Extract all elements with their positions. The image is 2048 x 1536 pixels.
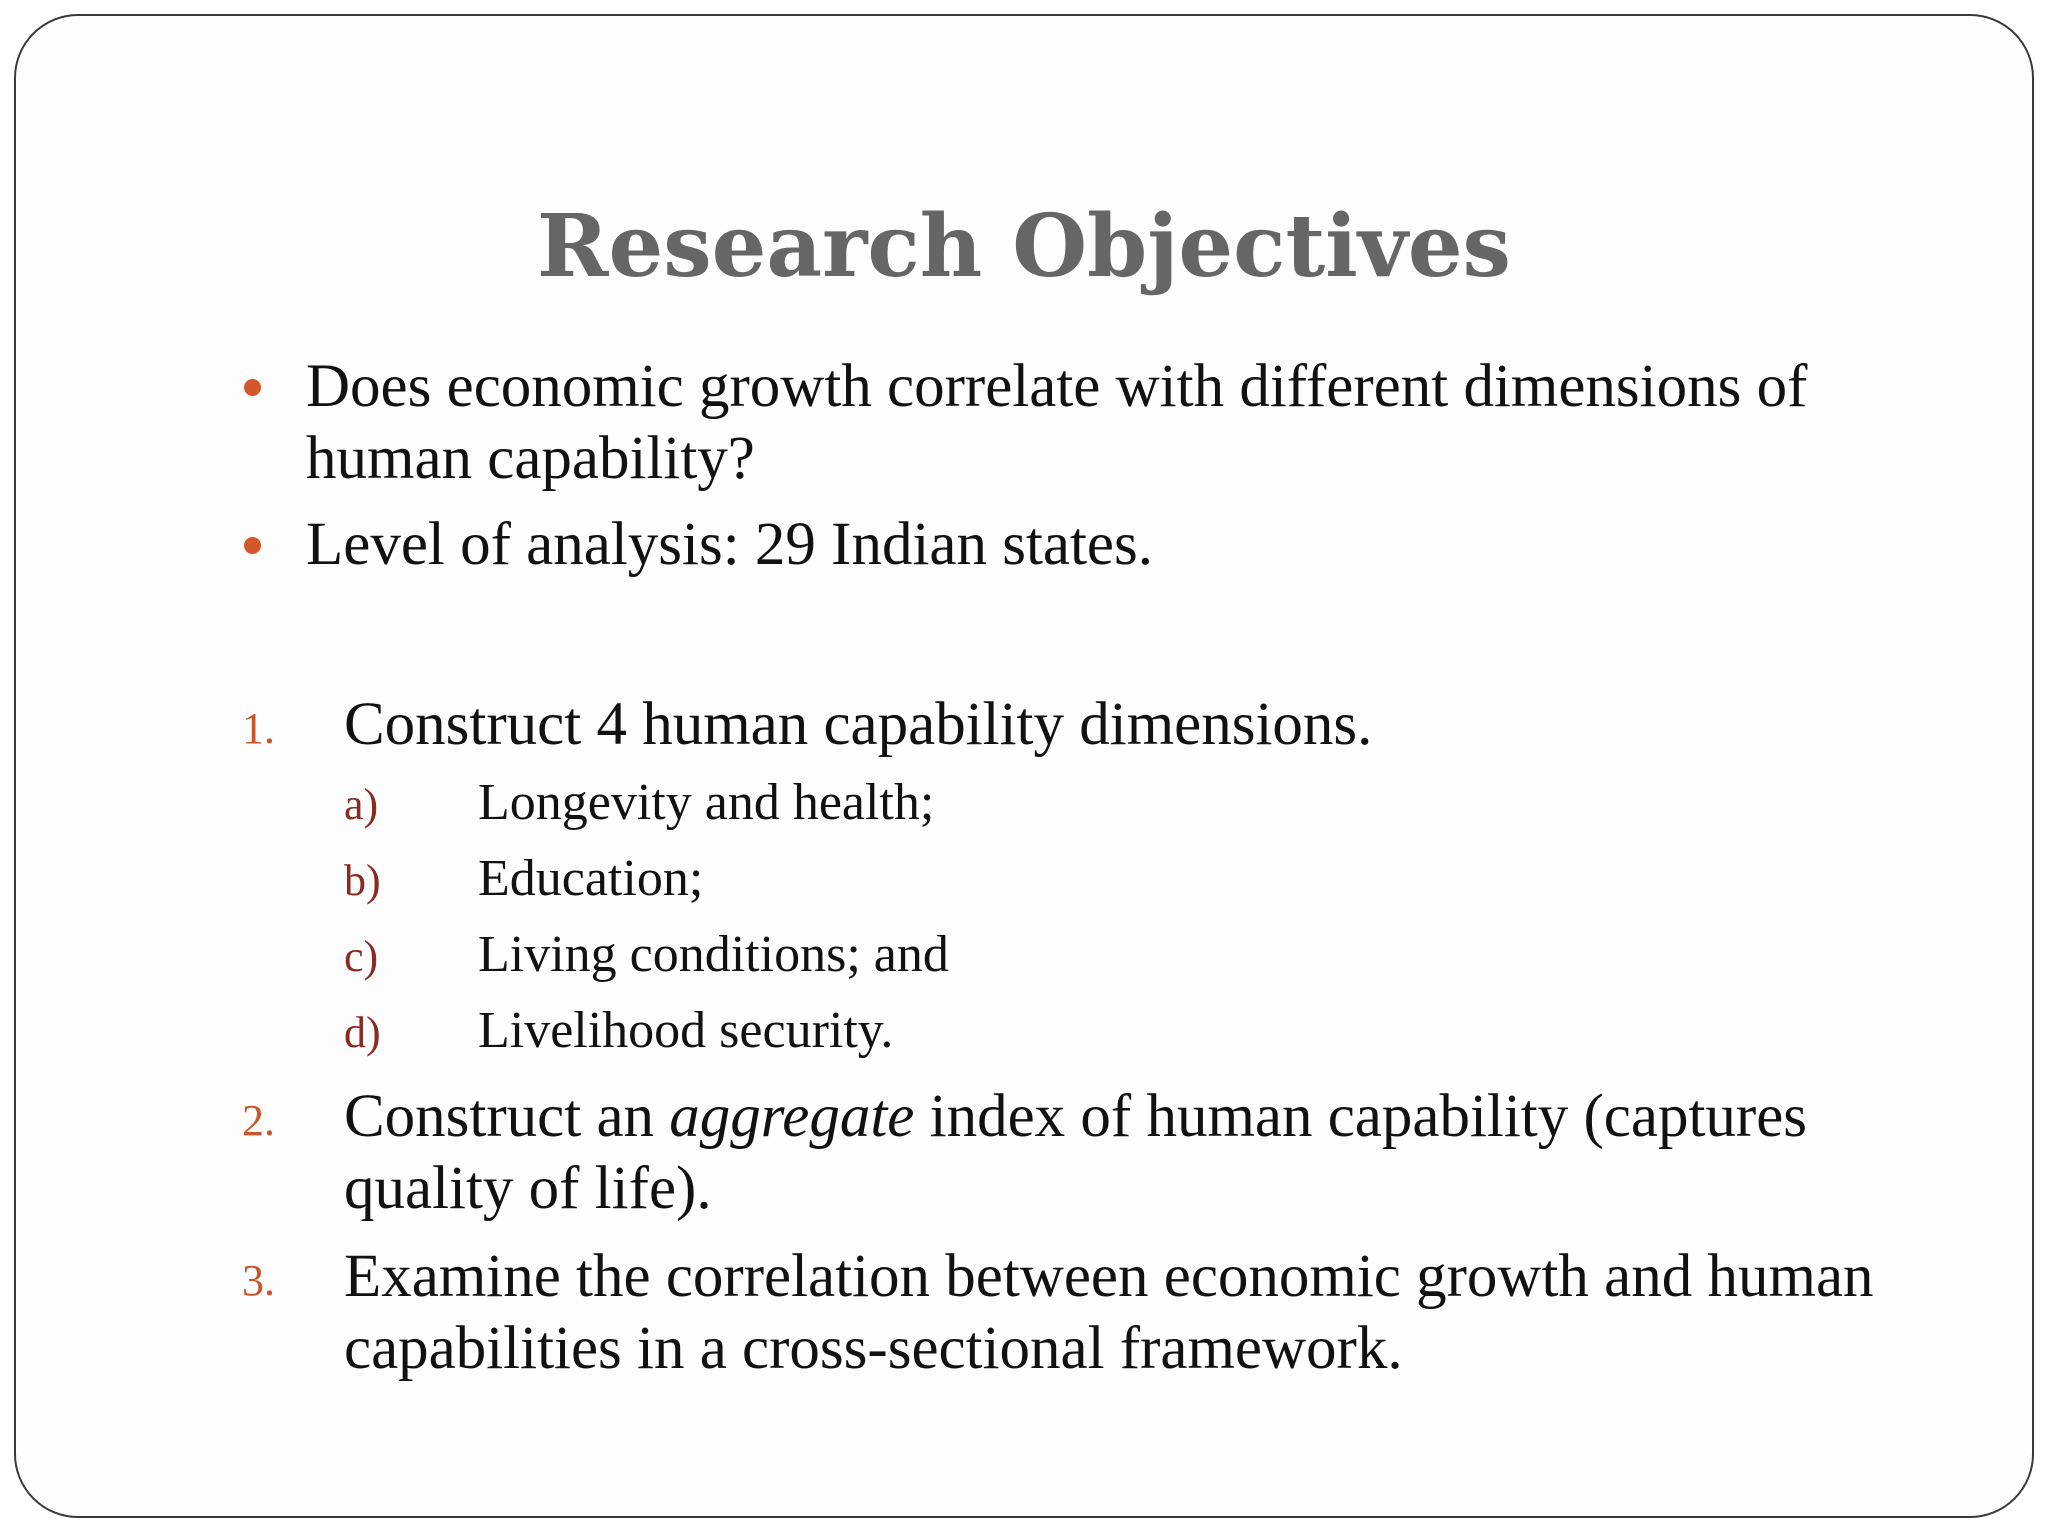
bullet-item — [226, 509, 1946, 581]
sub-item-letter: a) — [344, 780, 379, 829]
sub-item-text: Living conditions; and — [478, 926, 949, 983]
sub-item — [344, 993, 1986, 1069]
bullet-item — [226, 351, 1946, 495]
objective-text-emphasis: aggregate — [669, 1083, 915, 1150]
objective-number: 1. — [242, 704, 275, 753]
slide — [14, 14, 2034, 1518]
dimension-sublist — [344, 765, 1986, 1069]
bullet-text: Does economic growth correlate with different dimensions of human capability? — [306, 353, 1808, 492]
sub-item-text: Longevity and health; — [478, 774, 935, 831]
objective-text-after: index of human capability (captures quality of life). — [344, 1083, 1808, 1222]
sub-item-letter: d) — [344, 1008, 381, 1057]
objective-item — [226, 689, 1986, 761]
sub-item-letter: c) — [344, 932, 379, 981]
bullet-text: Level of analysis: 29 Indian states. — [306, 511, 1154, 578]
sub-item — [344, 765, 1986, 841]
objectives-list — [226, 689, 1986, 1385]
sub-item-text: Education; — [478, 850, 704, 907]
sub-item-letter: b) — [344, 856, 381, 905]
objective-item — [226, 1241, 1986, 1385]
sub-item-text: Livelihood security. — [478, 1002, 894, 1059]
objective-item — [226, 1081, 1986, 1225]
sub-item — [344, 841, 1986, 917]
objective-number: 2. — [242, 1096, 275, 1145]
objective-text — [344, 1083, 1807, 1222]
bullet-list — [226, 351, 1946, 595]
slide-title: Research Objectives — [537, 196, 1511, 297]
bullet-dot-icon — [244, 379, 261, 396]
sub-item — [344, 917, 1986, 993]
objective-text-before: Construct an — [344, 1083, 670, 1150]
objective-text: Examine the correlation between economic growth and human capabilities in a cross-sectional framework. — [344, 1243, 1874, 1382]
objective-number: 3. — [242, 1256, 275, 1305]
objective-text: Construct 4 human capability dimensions. — [344, 691, 1373, 758]
bullet-dot-icon — [244, 537, 261, 554]
